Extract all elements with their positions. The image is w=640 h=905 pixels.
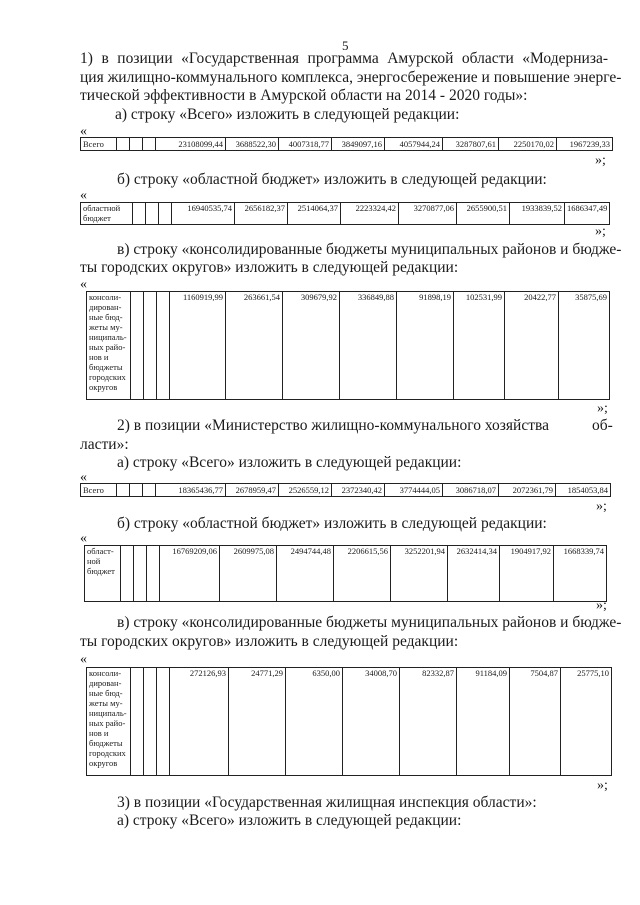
cell-value: 3270877,06 bbox=[399, 203, 457, 225]
cell-value: 91184,09 bbox=[457, 668, 510, 776]
cell-value: 16940535,74 bbox=[172, 203, 235, 225]
cell-value: 20422,77 bbox=[505, 292, 559, 400]
item2-b-text: б) строку «областной бюджет» изложить в следующей редакции: bbox=[117, 515, 547, 532]
cell-value: 18365436,77 bbox=[156, 484, 226, 497]
item2-c-line1: в) строку «консолидированные бюджеты муниципальных районов и бюдже- bbox=[117, 614, 622, 631]
cell-value: 2655900,51 bbox=[457, 203, 510, 225]
cell-value: 1160919,99 bbox=[170, 292, 226, 400]
cell-value: 2250170,02 bbox=[499, 138, 557, 151]
cell-value: 309679,92 bbox=[283, 292, 340, 400]
cell-value: 3252201,94 bbox=[391, 546, 448, 602]
item3-a-text: а) строку «Всего» изложить в следующей редакции: bbox=[117, 812, 462, 829]
item3-line1: 3) в позиции «Государственная жилищная инспекция области»: bbox=[117, 794, 537, 811]
cell-value: 2656182,37 bbox=[235, 203, 288, 225]
item1-line1: 1) в позиции «Государственная программа Амурской области «Модерниза- bbox=[80, 50, 608, 67]
cell-value: 4007318,77 bbox=[279, 138, 332, 151]
cell-value: 82332,87 bbox=[400, 668, 457, 776]
cell-value: 1686347,49 bbox=[565, 203, 610, 225]
cell-value: 23108099,44 bbox=[156, 138, 226, 151]
cell-value: 1904917,92 bbox=[500, 546, 554, 602]
quote-open: « bbox=[80, 188, 87, 203]
quote-open: « bbox=[80, 652, 87, 667]
quote-close: »; bbox=[597, 778, 608, 793]
cell-value: 91898,19 bbox=[397, 292, 454, 400]
cell-value: 2609975,08 bbox=[220, 546, 277, 602]
item1-c-line1: в) строку «консолидированные бюджеты муниципальных районов и бюдже- bbox=[117, 241, 622, 258]
cell-value: 2072361,79 bbox=[499, 484, 556, 497]
cell-value: 3287807,61 bbox=[443, 138, 499, 151]
item1-b-text: б) строку «областной бюджет» изложить в следующей редакции: bbox=[117, 171, 547, 188]
cell-value: 35875,69 bbox=[559, 292, 610, 400]
cell-value: 2223324,42 bbox=[341, 203, 399, 225]
row-label: консоли-дирован-ные бюд-жеты му-ниципаль-ных райо-нов и бюджеты городских округов bbox=[87, 668, 131, 776]
cell-value: 3849097,16 bbox=[332, 138, 385, 151]
cell-value: 2632414,34 bbox=[448, 546, 500, 602]
quote-close: »; bbox=[597, 401, 608, 416]
quote-close: »; bbox=[595, 224, 606, 239]
row-label: консоли-дирован-ные бюд-жеты му-ниципаль-ных райо-нов и бюджеты городских округов bbox=[87, 292, 131, 400]
row-label: областной бюджет bbox=[81, 203, 133, 225]
item2-a-text: а) строку «Всего» изложить в следующей редакции: bbox=[117, 454, 462, 471]
cell-value: 2494744,48 bbox=[277, 546, 334, 602]
row-label: Всего bbox=[81, 484, 117, 497]
quote-open: « bbox=[80, 277, 87, 292]
table-item2-municipal-budgets bbox=[86, 667, 612, 776]
cell-value: 2678959,47 bbox=[226, 484, 279, 497]
quote-open: « bbox=[80, 531, 87, 546]
cell-value: 2526559,12 bbox=[279, 484, 332, 497]
quote-close: »; bbox=[596, 499, 607, 514]
cell-value: 2372340,42 bbox=[332, 484, 385, 497]
table-item2-regional-budget bbox=[84, 545, 607, 602]
item2-line1-end: об- bbox=[592, 417, 613, 434]
quote-close: »; bbox=[596, 598, 607, 613]
table-item1-municipal-budgets bbox=[86, 291, 610, 400]
cell-value: 2206615,56 bbox=[334, 546, 391, 602]
cell-value: 24771,29 bbox=[229, 668, 286, 776]
cell-value: 4057944,24 bbox=[385, 138, 443, 151]
cell-value: 16769209,06 bbox=[160, 546, 220, 602]
cell-value: 25775,10 bbox=[561, 668, 612, 776]
cell-value: 263661,54 bbox=[226, 292, 283, 400]
table-item1-total bbox=[80, 137, 613, 151]
row-label: област-ной бюджет bbox=[85, 546, 121, 602]
item1-line2: ция жилищно-коммунального комплекса, энергосбережение и повышение энерге- bbox=[80, 69, 622, 86]
cell-value: 336849,88 bbox=[340, 292, 397, 400]
page-number: 5 bbox=[342, 38, 349, 53]
quote-open: « bbox=[80, 470, 87, 485]
cell-value: 3774444,05 bbox=[385, 484, 443, 497]
item1-a-text: а) строку «Всего» изложить в следующей редакции: bbox=[115, 106, 460, 123]
cell-value: 7504,87 bbox=[510, 668, 561, 776]
table-item2-total bbox=[80, 483, 611, 497]
cell-value: 6350,00 bbox=[286, 668, 343, 776]
quote-close: »; bbox=[595, 153, 606, 168]
item1-line3: тической эффективности в Амурской области на 2014 - 2020 годы»: bbox=[80, 87, 528, 104]
cell-value: 1854053,84 bbox=[556, 484, 611, 497]
cell-value: 1967239,33 bbox=[557, 138, 613, 151]
cell-value: 34008,70 bbox=[343, 668, 400, 776]
cell-value: 1668339,74 bbox=[554, 546, 607, 602]
item2-c-line2: ты городских округов» изложить в следующей редакции: bbox=[80, 633, 459, 650]
row-label: Всего bbox=[81, 138, 117, 151]
item2-line1: 2) в позиции «Министерство жилищно-коммунального хозяйства bbox=[117, 417, 549, 434]
quote-open: « bbox=[80, 124, 87, 139]
table-item1-regional-budget bbox=[80, 202, 610, 225]
cell-value: 3688522,30 bbox=[226, 138, 279, 151]
cell-value: 3086718,07 bbox=[443, 484, 499, 497]
cell-value: 272126,93 bbox=[170, 668, 229, 776]
item1-c-line2: ты городских округов» изложить в следующей редакции: bbox=[80, 259, 459, 276]
cell-value: 2514064,37 bbox=[288, 203, 341, 225]
cell-value: 1933839,52 bbox=[510, 203, 565, 225]
cell-value: 102531,99 bbox=[454, 292, 505, 400]
item2-line2: ласти»: bbox=[80, 436, 129, 453]
